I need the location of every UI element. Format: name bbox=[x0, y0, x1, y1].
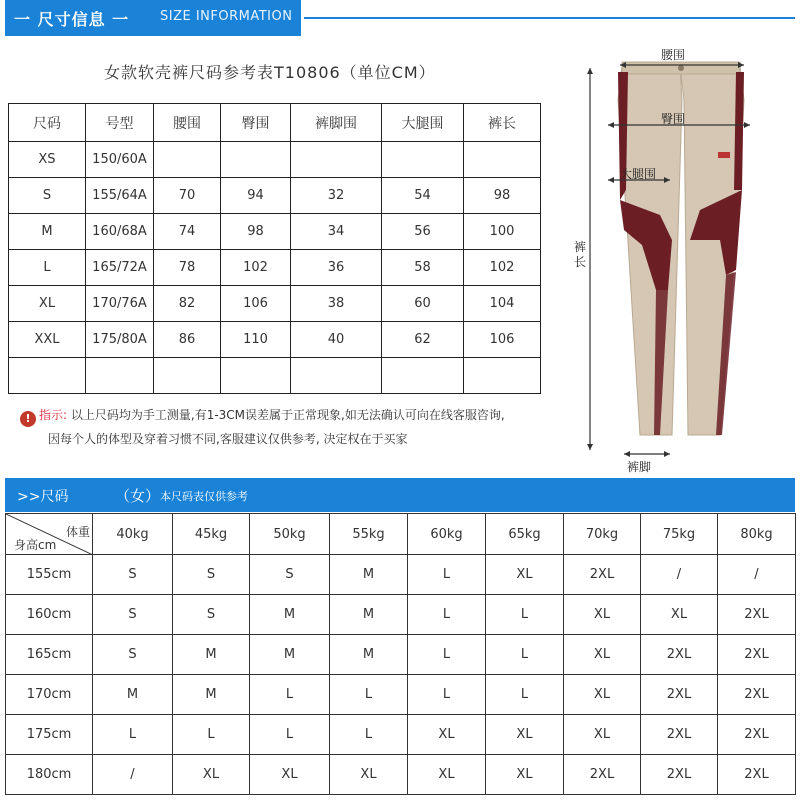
size-recommendation: XL bbox=[173, 755, 250, 795]
size-recommendation: XL bbox=[486, 555, 564, 595]
label-length-1: 裤 bbox=[574, 240, 587, 254]
size-recommendation: M bbox=[330, 555, 408, 595]
note-label: 指示: bbox=[39, 408, 68, 422]
size-cell: 54 bbox=[382, 178, 464, 214]
size-cell: XL bbox=[9, 286, 86, 322]
size-recommendation: 2XL bbox=[718, 715, 796, 755]
size-cell: 38 bbox=[291, 286, 382, 322]
size-table-header bbox=[9, 104, 541, 142]
size-recommendation: L bbox=[408, 595, 486, 635]
pants-diagram bbox=[560, 40, 800, 480]
size-recommendation: 2XL bbox=[641, 715, 718, 755]
header-banner bbox=[0, 0, 800, 36]
size-recommendation: XL bbox=[564, 715, 641, 755]
weight-header-row bbox=[6, 514, 796, 555]
label-length-2: 长 bbox=[574, 255, 587, 269]
section2-gender: （女） bbox=[115, 487, 161, 505]
height-row bbox=[6, 675, 796, 715]
size-col-header: 裤长 bbox=[464, 104, 541, 142]
size-recommendation: 2XL bbox=[718, 675, 796, 715]
size-recommendation: S bbox=[173, 555, 250, 595]
weight-header: 75kg bbox=[641, 514, 718, 555]
size-cell: 60 bbox=[382, 286, 464, 322]
weight-header: 45kg bbox=[173, 514, 250, 555]
label-hem: 裤脚 bbox=[627, 460, 652, 474]
weight-header: 55kg bbox=[330, 514, 408, 555]
size-recommendation: S bbox=[93, 555, 173, 595]
corner-height: 身高cm bbox=[14, 538, 57, 552]
size-recommendation: XL bbox=[641, 595, 718, 635]
weight-header: 80kg bbox=[718, 514, 796, 555]
size-cell: 102 bbox=[221, 250, 291, 286]
size-cell: 110 bbox=[221, 322, 291, 358]
weight-header: 40kg bbox=[93, 514, 173, 555]
size-recommendation: L bbox=[173, 715, 250, 755]
size-recommendation: S bbox=[173, 595, 250, 635]
size-cell bbox=[221, 142, 291, 178]
size-cell: 78 bbox=[154, 250, 221, 286]
size-note bbox=[20, 403, 540, 451]
height-label: 180cm bbox=[6, 755, 93, 795]
size-cell: 74 bbox=[154, 214, 221, 250]
size-cell: 170/76A bbox=[86, 286, 154, 322]
size-table-title: 女款软壳裤尺码参考表T10806（单位CM） bbox=[104, 63, 436, 82]
size-recommendation: XL bbox=[250, 755, 330, 795]
corner-cell bbox=[6, 514, 93, 555]
size-recommendation: XL bbox=[564, 635, 641, 675]
size-cell: 94 bbox=[221, 178, 291, 214]
pants-illustration bbox=[560, 40, 800, 480]
weight-header: 65kg bbox=[486, 514, 564, 555]
size-recommendation: M bbox=[250, 635, 330, 675]
height-label: 160cm bbox=[6, 595, 93, 635]
height-label: 175cm bbox=[6, 715, 93, 755]
size-recommendation: L bbox=[408, 555, 486, 595]
size-cell: 86 bbox=[154, 322, 221, 358]
label-waist: 腰围 bbox=[661, 48, 686, 62]
size-recommendation: M bbox=[330, 635, 408, 675]
size-recommendation: L bbox=[330, 675, 408, 715]
size-cell: 160/68A bbox=[86, 214, 154, 250]
size-cell: 98 bbox=[464, 178, 541, 214]
section2-band bbox=[5, 478, 795, 512]
size-cell bbox=[9, 358, 86, 394]
label-thigh: 大腿围 bbox=[620, 167, 657, 181]
size-cell: L bbox=[9, 250, 86, 286]
size-recommendation: L bbox=[408, 675, 486, 715]
size-recommendation: 2XL bbox=[564, 755, 641, 795]
size-cell: XS bbox=[9, 142, 86, 178]
size-recommendation: S bbox=[93, 595, 173, 635]
size-recommendation: XL bbox=[564, 675, 641, 715]
size-recommendation: M bbox=[250, 595, 330, 635]
size-recommendation: 2XL bbox=[718, 595, 796, 635]
size-cell: 56 bbox=[382, 214, 464, 250]
size-recommendation: S bbox=[250, 555, 330, 595]
size-table-row bbox=[9, 322, 541, 358]
size-cell: 106 bbox=[221, 286, 291, 322]
size-col-header: 号型 bbox=[86, 104, 154, 142]
size-cell: 82 bbox=[154, 286, 221, 322]
size-cell bbox=[464, 358, 541, 394]
size-recommendation: 2XL bbox=[718, 635, 796, 675]
size-col-header: 臀围 bbox=[221, 104, 291, 142]
note-line1: 以上尺码均为手工测量,有1-3CM误差属于正常现象,如无法确认可向在线客服咨询, bbox=[70, 408, 505, 422]
size-recommendation: S bbox=[93, 635, 173, 675]
header-rule bbox=[304, 17, 795, 19]
size-table bbox=[8, 103, 541, 394]
size-table-row bbox=[9, 250, 541, 286]
size-col-header: 腰围 bbox=[154, 104, 221, 142]
size-recommendation: M bbox=[93, 675, 173, 715]
header-title-cn: 一 尺寸信息 一 bbox=[14, 10, 130, 29]
height-row bbox=[6, 555, 796, 595]
weight-header: 60kg bbox=[408, 514, 486, 555]
size-cell: 106 bbox=[464, 322, 541, 358]
height-label: 170cm bbox=[6, 675, 93, 715]
size-cell: 36 bbox=[291, 250, 382, 286]
size-recommendation: 2XL bbox=[718, 755, 796, 795]
size-cell: XXL bbox=[9, 322, 86, 358]
size-recommendation: L bbox=[250, 715, 330, 755]
size-cell: 102 bbox=[464, 250, 541, 286]
height-label: 165cm bbox=[6, 635, 93, 675]
size-cell bbox=[154, 358, 221, 394]
size-cell bbox=[382, 142, 464, 178]
header-title-en: SIZE INFORMATION bbox=[160, 9, 293, 24]
size-col-header: 裤脚围 bbox=[291, 104, 382, 142]
size-cell: 40 bbox=[291, 322, 382, 358]
size-cell: 70 bbox=[154, 178, 221, 214]
size-table-row bbox=[9, 214, 541, 250]
size-cell: M bbox=[9, 214, 86, 250]
height-label: 155cm bbox=[6, 555, 93, 595]
size-cell bbox=[86, 358, 154, 394]
info-icon: ! bbox=[20, 411, 36, 427]
section2-arrows: >>尺码 bbox=[17, 489, 69, 505]
size-cell bbox=[464, 142, 541, 178]
size-cell: S bbox=[9, 178, 86, 214]
size-table-row bbox=[9, 358, 541, 394]
size-recommendation: 2XL bbox=[641, 675, 718, 715]
weight-header: 50kg bbox=[250, 514, 330, 555]
size-cell: 58 bbox=[382, 250, 464, 286]
height-row bbox=[6, 755, 796, 795]
size-col-header: 尺码 bbox=[9, 104, 86, 142]
size-recommendation: XL bbox=[486, 715, 564, 755]
label-hip: 臀围 bbox=[661, 112, 686, 126]
size-recommendation: L bbox=[486, 595, 564, 635]
size-recommendation: 2XL bbox=[564, 555, 641, 595]
size-recommendation: M bbox=[173, 635, 250, 675]
size-recommendation: L bbox=[486, 675, 564, 715]
size-recommendation: XL bbox=[408, 715, 486, 755]
size-recommendation: 2XL bbox=[641, 755, 718, 795]
size-recommendation: L bbox=[250, 675, 330, 715]
size-cell: 175/80A bbox=[86, 322, 154, 358]
size-recommendation: XL bbox=[408, 755, 486, 795]
size-cell bbox=[382, 358, 464, 394]
size-cell: 34 bbox=[291, 214, 382, 250]
size-recommendation: L bbox=[330, 715, 408, 755]
size-recommendation: L bbox=[93, 715, 173, 755]
size-cell: 155/64A bbox=[86, 178, 154, 214]
corner-weight: 体重 bbox=[65, 525, 90, 539]
size-cell bbox=[154, 142, 221, 178]
size-table-row bbox=[9, 178, 541, 214]
size-recommendation: L bbox=[408, 635, 486, 675]
size-cell: 104 bbox=[464, 286, 541, 322]
size-cell bbox=[221, 358, 291, 394]
size-recommendation: 2XL bbox=[641, 635, 718, 675]
height-row bbox=[6, 635, 796, 675]
size-recommendation: / bbox=[641, 555, 718, 595]
weight-header: 70kg bbox=[564, 514, 641, 555]
size-cell: 165/72A bbox=[86, 250, 154, 286]
size-recommendation: XL bbox=[564, 595, 641, 635]
size-recommendation: M bbox=[173, 675, 250, 715]
size-recommendation: L bbox=[486, 635, 564, 675]
size-recommendation: XL bbox=[486, 755, 564, 795]
size-cell: 32 bbox=[291, 178, 382, 214]
size-recommendation: / bbox=[718, 555, 796, 595]
size-table-row bbox=[9, 286, 541, 322]
size-cell: 98 bbox=[221, 214, 291, 250]
size-col-header: 大腿围 bbox=[382, 104, 464, 142]
size-table-row bbox=[9, 142, 541, 178]
size-cell bbox=[291, 142, 382, 178]
size-cell: 62 bbox=[382, 322, 464, 358]
height-row bbox=[6, 715, 796, 755]
note-line2: 因每个人的体型及穿着习惯不同,客服建议仅供参考, 决定权在于买家 bbox=[48, 432, 408, 446]
height-row bbox=[6, 595, 796, 635]
size-recommendation: M bbox=[330, 595, 408, 635]
size-cell: 100 bbox=[464, 214, 541, 250]
size-cell bbox=[291, 358, 382, 394]
section2-hint: 本尺码表仅供参考 bbox=[160, 490, 248, 503]
size-recommendation: XL bbox=[330, 755, 408, 795]
height-weight-table bbox=[5, 513, 796, 795]
size-cell: 150/60A bbox=[86, 142, 154, 178]
size-recommendation: / bbox=[93, 755, 173, 795]
